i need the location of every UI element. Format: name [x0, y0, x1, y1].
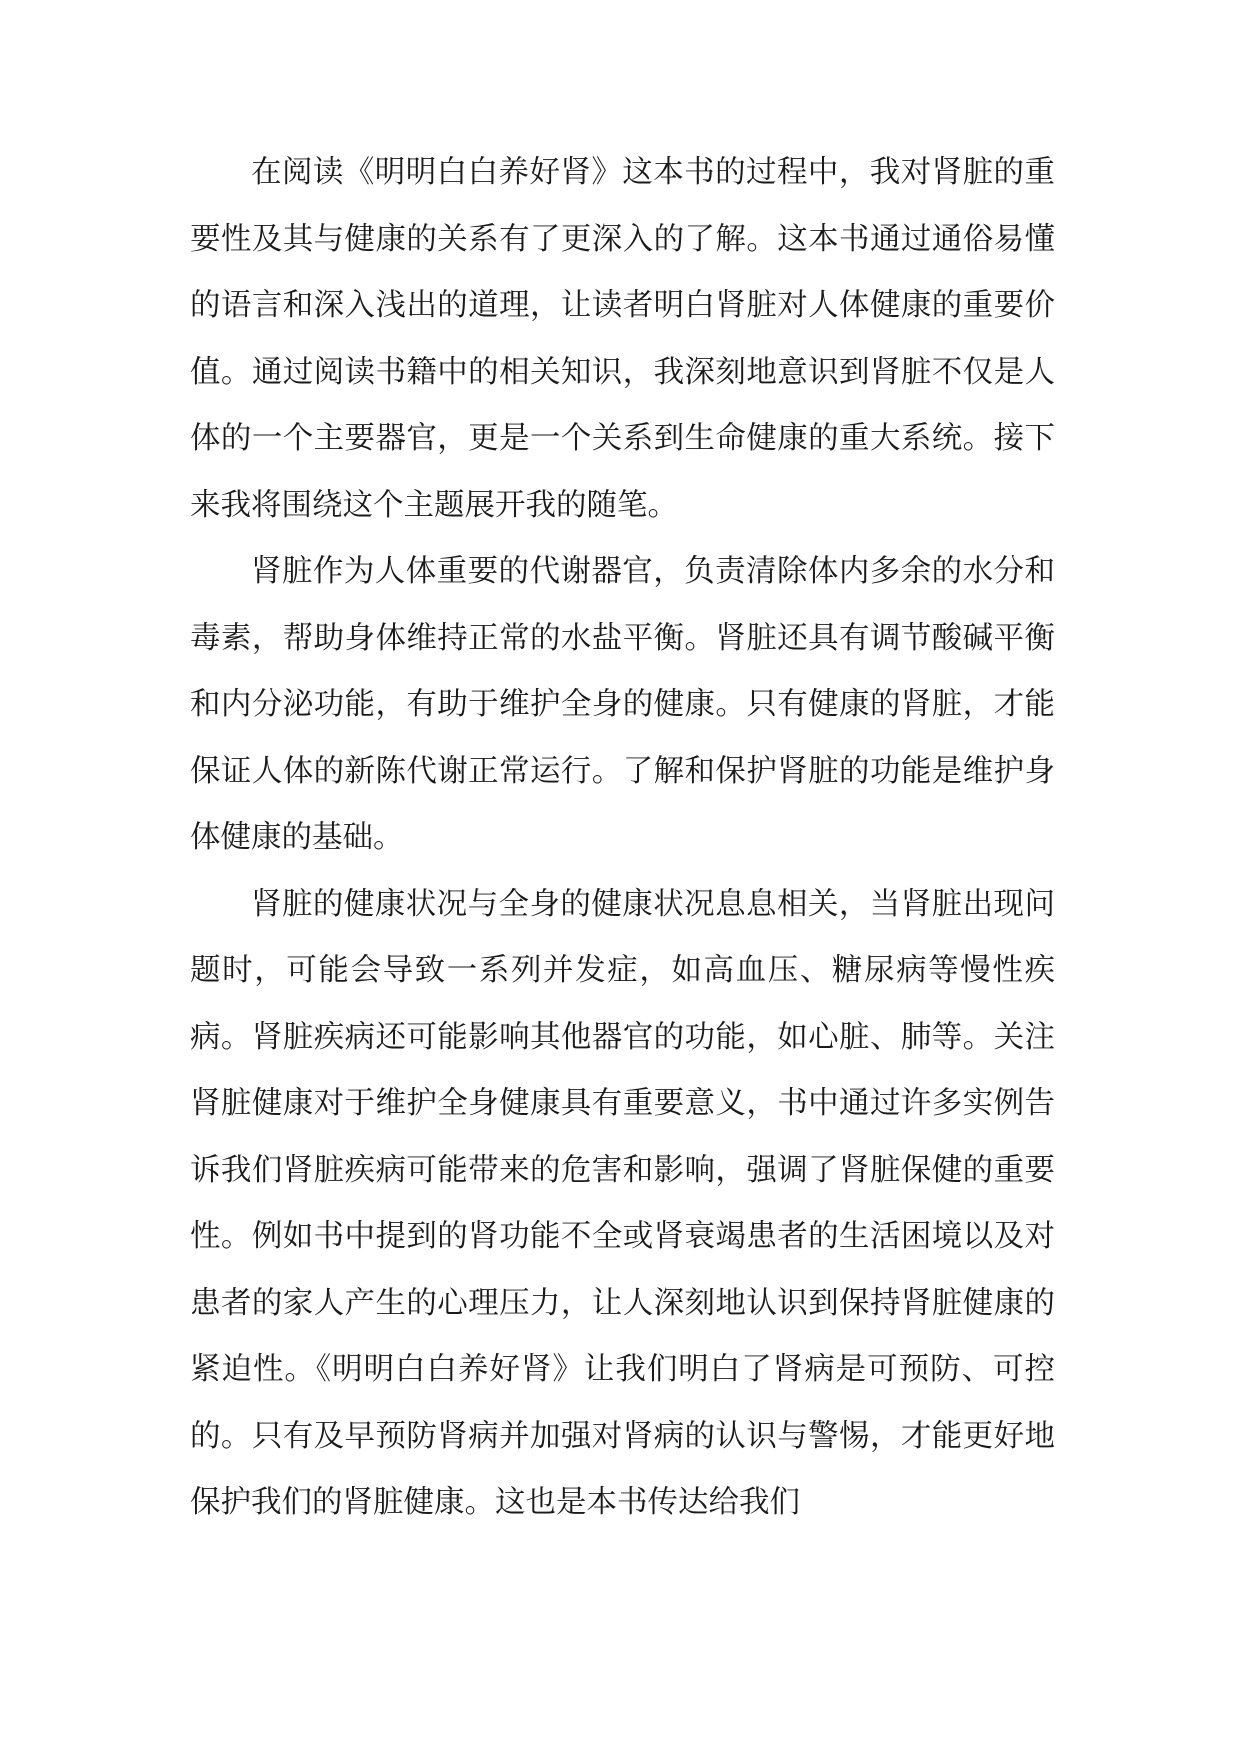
- paragraph: 肾脏作为人体重要的代谢器官，负责清除体内多余的水分和毒素，帮助身体维持正常的水盐平衡。肾脏还具有调节酸碱平衡和内分泌功能，有助于维护全身的健康。只有健康的肾脏，才能保证人体的新陈代谢正常运行。了解和保护肾脏的功能是维护身体健康的基础。: [190, 554, 1055, 855]
- body-text: [190, 140, 1055, 1537]
- paragraph: 肾脏的健康状况与全身的健康状况息息相关，当肾脏出现问题时，可能会导致一系列并发症，如高血压、糖尿病等慢性疾病。肾脏疾病还可能影响其他器官的功能，如心脏、肺等。关注肾脏健康对于维护全身健康具有重要意义，书中通过许多实例告诉我们肾脏疾病可能带来的危害和影响，强调了肾脏保健的重要性。例如书中提到的肾功能不全或肾衰竭患者的生活困境以及对患者的家人产生的心理压力，让人深刻地认识到保持肾脏健康的紧迫性。《明明白白养好肾》让我们明白了肾病是可预防、可控的。只有及早预防肾病并加强对肾病的认识与警惕，才能更好地保护我们的肾脏健康。这也是本书传达给我们: [190, 886, 1055, 1520]
- paragraph: 在阅读《明明白白养好肾》这本书的过程中，我对肾脏的重要性及其与健康的关系有了更深入的了解。这本书通过通俗易懂的语言和深入浅出的道理，让读者明白肾脏对人体健康的重要价值。通过阅读书籍中的相关知识，我深刻地意识到肾脏不仅是人体的一个主要器官，更是一个关系到生命健康的重大系统。接下来我将围绕这个主题展开我的随笔。: [190, 155, 1055, 523]
